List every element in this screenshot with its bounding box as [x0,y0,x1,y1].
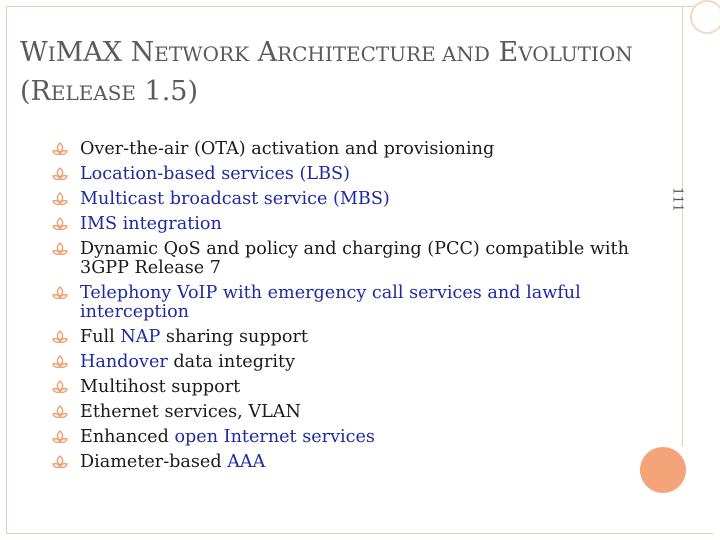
right-divider [682,6,683,446]
bullet-text: AAA [227,452,266,472]
title-max: MAX [55,37,123,68]
slide-number: 111 [669,187,685,212]
bullet-text: open Internet services [174,427,375,447]
bullet-item [52,215,632,234]
leaf-bullet-icon [52,217,68,233]
leaf-bullet-icon [52,405,68,421]
title-line-1 [20,34,670,73]
leaf-bullet-icon [52,142,68,158]
bullet-text: IMS integration [80,214,222,234]
bullet-text: Ethernet services, VLAN [80,402,301,422]
slide-title [20,34,670,112]
title-version: 1.5) [135,76,199,107]
leaf-bullet-icon [52,355,68,371]
bullet-text: Dynamic QoS and policy and charging (PCC) compatible with 3GPP Release 7 [80,239,629,278]
title-elease: ELEASE [50,81,136,105]
bullet-text: data integrity [167,352,296,372]
title-i: I [47,42,56,66]
title-a: A [257,37,278,68]
bullet-text: Enhanced [80,427,175,447]
bullet-text: Diameter-based [80,452,228,472]
title-rchitecture-and: RCHITECTURE AND [277,42,490,66]
title-line-2 [20,73,670,112]
title-volution: VOLUTION [518,42,633,66]
bullet-item [52,140,632,159]
title-etwork: ETWORK [154,42,249,66]
bullet-item [52,403,632,422]
bullet-text: Over-the-air (OTA) activation and provisioning [80,139,495,159]
bullet-item [52,378,632,397]
leaf-bullet-icon [52,430,68,446]
bullet-item [52,190,632,209]
leaf-bullet-icon [52,242,68,258]
leaf-bullet-icon [52,286,68,302]
bullet-item [52,353,632,372]
bullet-text: sharing support [160,327,308,347]
leaf-bullet-icon [52,380,68,396]
leaf-bullet-icon [52,330,68,346]
bullet-list [52,140,632,478]
decorative-circle [640,447,686,493]
title-w: W [20,37,48,68]
leaf-bullet-icon [52,167,68,183]
bullet-text: Handover [80,352,168,372]
bullet-item [52,240,632,278]
bullet-text: Full [80,327,121,347]
bullet-text: Telephony VoIP with emergency call services and lawful interception [80,283,581,322]
title-e: E [498,37,519,68]
title-open-r: (R [20,76,51,107]
leaf-bullet-icon [52,192,68,208]
bullet-item [52,284,632,322]
bullet-text: Multicast broadcast service (MBS) [80,189,390,209]
bullet-text: Multihost support [80,377,241,397]
bullet-item [52,165,632,184]
leaf-bullet-icon [52,455,68,471]
decorative-ring [690,0,720,34]
bullet-item [52,453,632,472]
title-n: N [130,37,155,68]
bullet-text: NAP [120,327,161,347]
bullet-item [52,428,632,447]
bullet-item [52,328,632,347]
bullet-text: Location-based services (LBS) [80,164,350,184]
